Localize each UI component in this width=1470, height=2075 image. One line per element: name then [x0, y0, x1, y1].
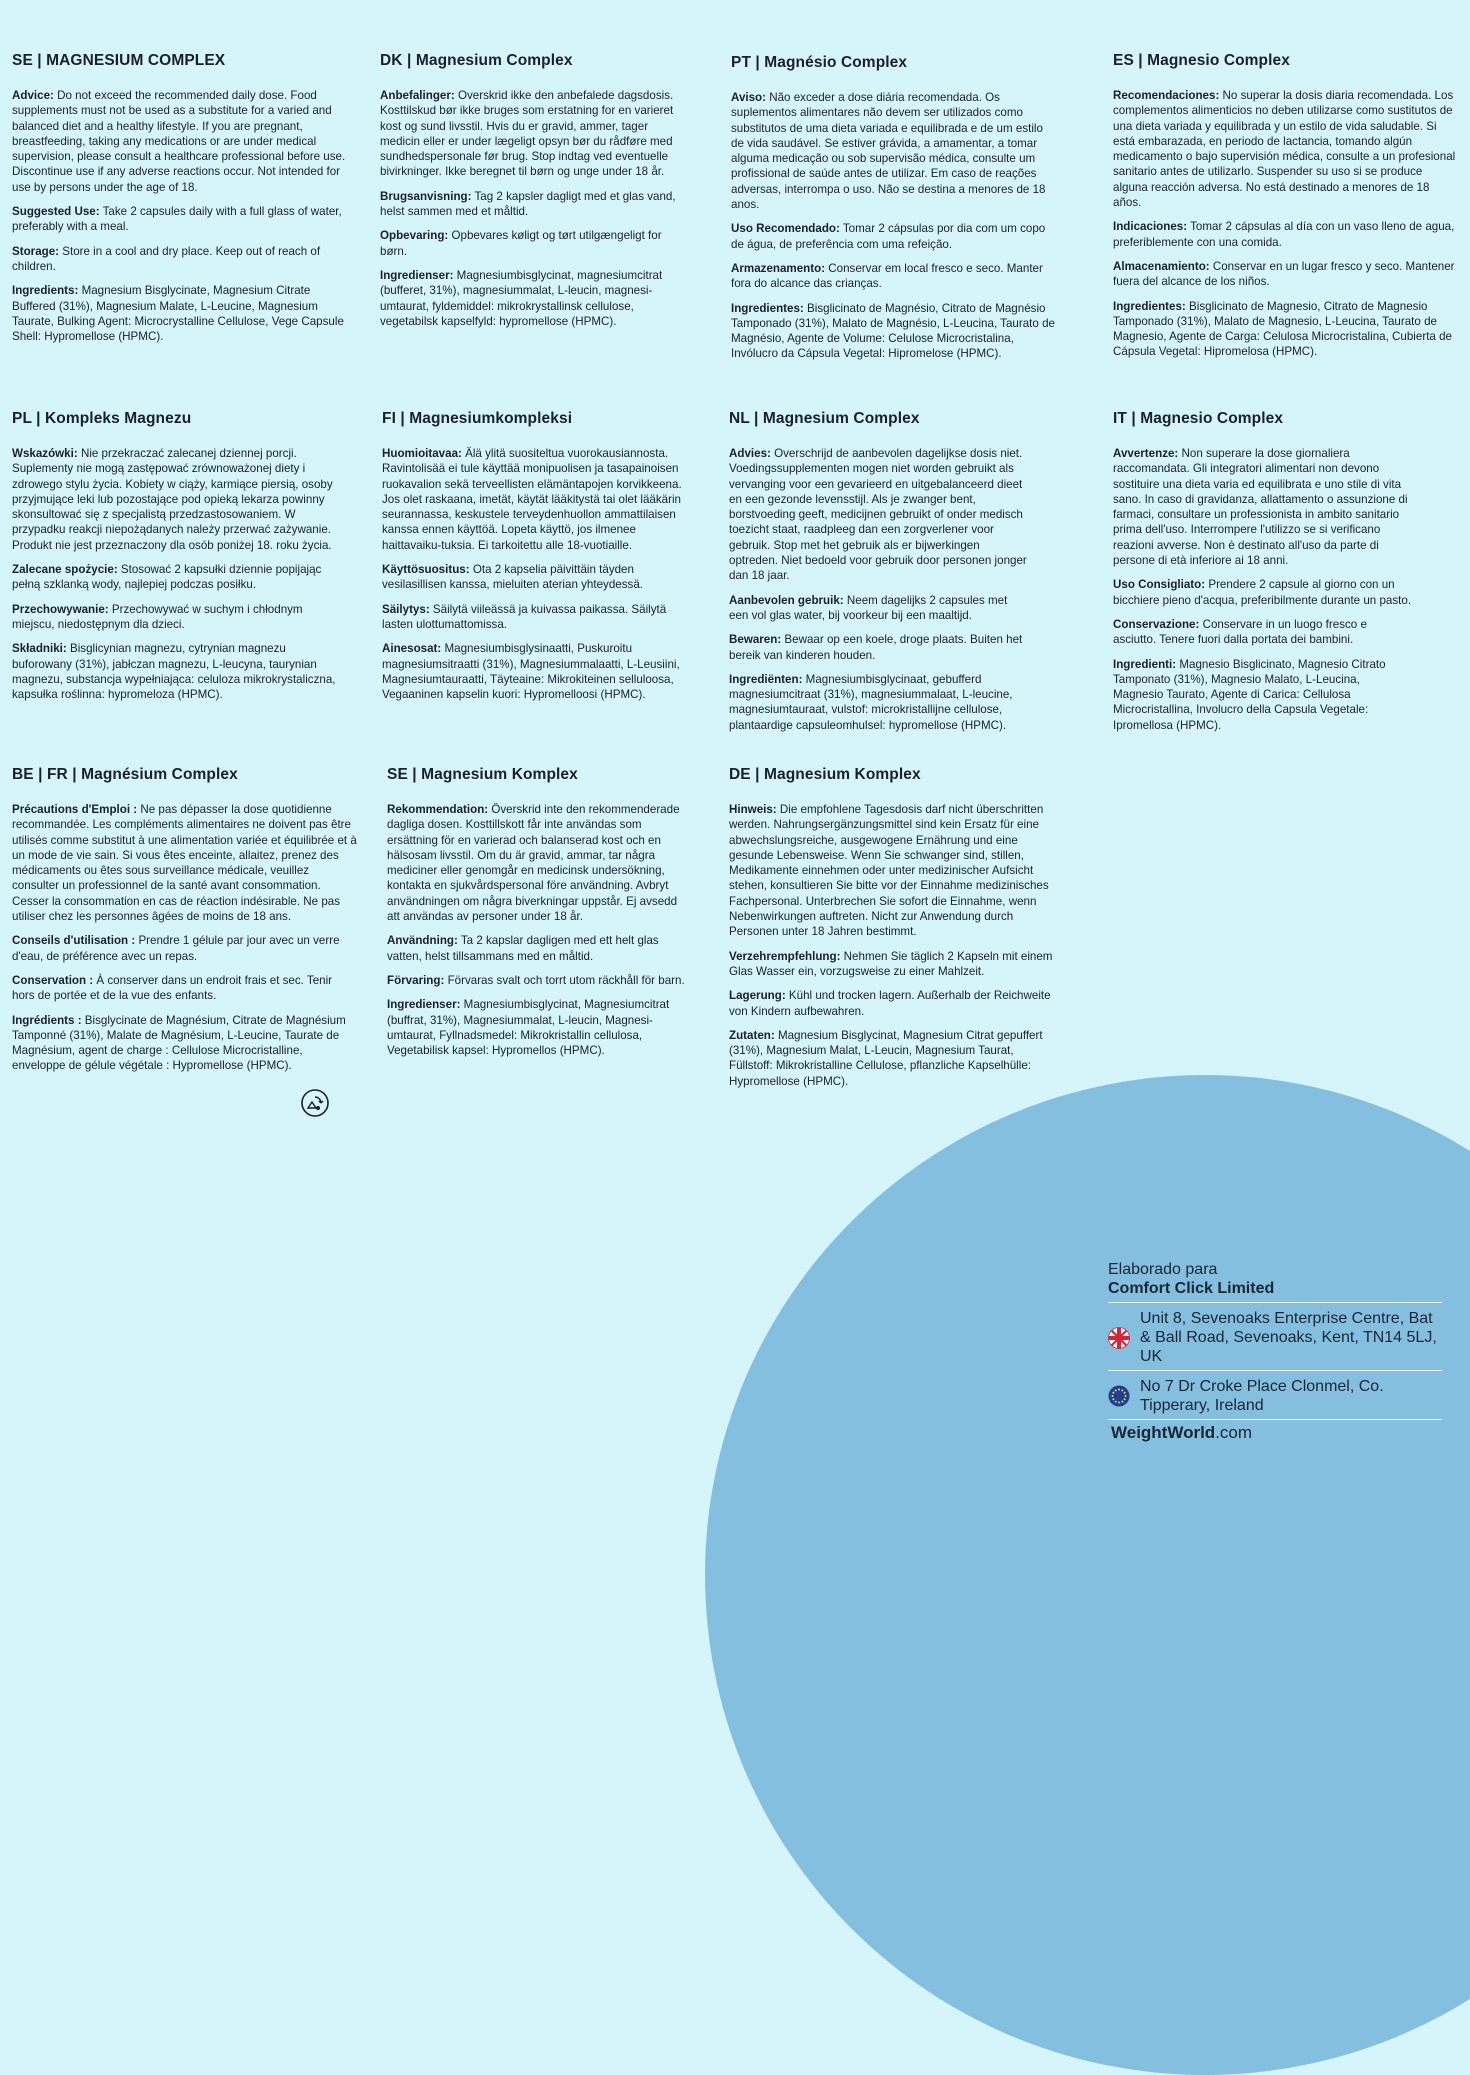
section-nl	[729, 410, 1029, 742]
paragraph: Huomioitavaa: Älä ylitä suositeltua vuorokausiannosta. Ravintolisää ei tule käyttää monipuolisen ja tasapainoisen ruokavalion sekä terveellisten elämäntapojen korvikkeena. Jos olet raskaana, imetät, käytät lääkitystä tai olet lääkärin seurannassa, keskustele terveydenhuollon ammattilaisen kanssa ennen käyttöä. Lopeta käyttö, jos ilmenee haittavaiku-tuksia. Ei tarkoitettu alle 18-vuotiaille.	[382, 447, 682, 552]
divider	[1108, 1302, 1442, 1303]
paragraph: Uso Consigliato: Prendere 2 capsule al giorno con un bicchiere pieno d'acqua, preferibilmente durante un pasto.	[1113, 578, 1412, 607]
paragraph: Ingredientes: Bisglicinato de Magnésio, Citrato de Magnésio Tamponado (31%), Malato de Magnésio, L-Leucina, Taurato de Magnésio, Agente de Volume: Celulose Microcristalina, Invólucro da Cápsula Vegetal: Hipromelose (HPMC).	[731, 301, 1055, 361]
paragraph: Conservazione: Conservare in un luogo fresco e asciutto. Tenere fuori dalla portata dei bambini.	[1113, 617, 1367, 647]
triman-recycle-icon	[300, 1088, 330, 1118]
section-title: NL | Magnesium Complex	[729, 410, 920, 427]
section-title: PT | Magnésio Complex	[731, 54, 908, 71]
eu-address-text: No 7 Dr Croke Place Clonmel, Co. Tipperary, Ireland	[1140, 1378, 1384, 1414]
paragraph: Storage: Store in a cool and dry place. Keep out of reach of children.	[12, 244, 321, 273]
paragraph: Aanbevolen gebruik: Neem dagelijks 2 capsules met een vol glas water, bij voorkeur bij een maaltijd.	[729, 593, 1008, 622]
paragraph: Ingrediënten: Magnesiumbisglycinaat, gebufferd magnesiumcitraat (31%), magnesiummalaat, L-leucine, magnesiumtauraat, vulstof: microkristallijne cellulose, plantaardige capsuleomhulsel: hypromellose (HPMC).	[729, 672, 1013, 732]
paragraph: Advies: Overschrijd de aanbevolen dagelijkse dosis niet. Voedingssupplementen mogen niet worden gebruikt als vervanging voor een gevarieerd en uitgebalanceerd dieet en een gezonde levensstijl. Als je zwanger bent, borstvoeding geeft, medicijnen gebruikt of onder medisch toezicht staat, raadpleeg dan een zorgverlener voor gebruik. Stop met het gebruik als er bijwerkingen optreden. Niet bedoeld voor gebruik door personen jonger dan 18 jaar.	[729, 447, 1027, 583]
paragraph: Brugsanvisning: Tag 2 kapsler dagligt med et glas vand, helst sammen med et måltid.	[380, 189, 676, 219]
section-it	[1113, 410, 1413, 742]
paragraph: Förvaring: Förvaras svalt och torrt utom räckhåll för barn.	[387, 973, 685, 987]
paragraph: Indicaciones: Tomar 2 cápsulas al día con un vaso lleno de agua, preferiblemente con una comida.	[1113, 220, 1455, 249]
eu-address	[1108, 1373, 1442, 1417]
made-for-label: Elaborado para	[1108, 1261, 1218, 1278]
section-title: SE | Magnesium Komplex	[387, 766, 578, 783]
paragraph: Ingredientes: Bisglicinato de Magnesio, Citrato de Magnesio Tamponado (31%), Malato de Magnesio, L-Leucina, Taurato de Magnesio, Agente de Carga: Celulosa Microcristalina, Cubierta de Cápsula Vegetal: Hipromelosa (HPMC).	[1113, 299, 1452, 359]
paragraph: Zalecane spożycie: Stosować 2 kapsułki dziennie popijając pełną szklanką wody, najlepiej podczas posiłku.	[12, 563, 322, 592]
paragraph: Opbevaring: Opbevares køligt og tørt utilgængeligt for børn.	[380, 229, 662, 258]
section-dk	[380, 52, 685, 338]
section-fi	[382, 410, 682, 711]
paragraph: Recomendaciones: No superar la dosis diaria recomendada. Los complementos alimenticios no deben utilizarse como sustitutos de una dieta variada y equilibrada y un estilo de vida saludable. Si está embarazada, en periodo de lactancia, tomando algún medicamento o bajo supervisión médica, consulte a un profesional sanitario antes de utilizarlo. Suspender su uso si se produce alguna reacción adversa. No está destinado a menores de 18 años.	[1113, 89, 1456, 210]
section-se-en	[12, 52, 352, 353]
section-title: DK | Magnesium Complex	[380, 52, 573, 69]
section-pl	[12, 410, 347, 711]
paragraph: Rekommendation: Överskrid inte den rekommenderade dagliga dosen. Kosttillskott får inte användas som ersättning för en varierad och balanserad kost och en hälsosam livsstil. Om du är gravid, ammar, tar några mediciner eller genomgår en medicinsk undersökning, kontakta en sjukvårdspersonal före användning. Avbryt användningen om några biverkningar uppstår. Ej avsedd att användas av personer under 18 år.	[387, 803, 680, 924]
paragraph: Ingredienser: Magnesiumbisglycinat, Magnesiumcitrat (buffrat, 31%), Magnesiummalat, L-leucin, Magnesi-umtaurat, Fyllnadsmedel: Mikrokristallin cellulosa, Vegetabilisk kapsel: Hypromellos (HPMC).	[387, 998, 670, 1058]
company-name: Comfort Click Limited	[1108, 1280, 1275, 1297]
divider	[1108, 1419, 1442, 1420]
paragraph: Aviso: Não exceder a dose diária recomendada. Os suplementos alimentares não devem ser utilizados como substitutos de uma dieta variada e equilibrada e de um estilo de vida saudável. Se estiver grávida, a amamentar, a tomar alguma medicação ou sob supervisão médica, consulte um profissional de saúde antes de utilizar. Em caso de reações adversas, interrompa o uso. Não se destina a menores de 18 anos.	[731, 91, 1046, 212]
paragraph: Précautions d'Emploi : Ne pas dépasser la dose quotidienne recommandée. Les compléments alimentaires ne doivent pas être utilisés comme substitut à une alimentation variée et équilibrée et à un mode de vie sain. Si vous êtes enceinte, allaitez, prenez des médicaments ou êtes sous surveillance médicale, veuillez consulter un professionnel de la santé avant consommation. Cesser la consommation en cas de réaction indésirable. Ne pas utiliser chez les personnes âgées de moins de 18 ans.	[12, 803, 357, 924]
section-be-fr	[12, 766, 357, 1083]
section-pt	[731, 54, 1056, 371]
paragraph: Ingredienti: Magnesio Bisglicinato, Magnesio Citrato Tamponato (31%), Magnesio Malato, L-Leucina, Magnesio Taurato, Agente di Carica: Cellulosa Microcristallina, Involucro della Capsula Vegetale: Ipromellosa (HPMC).	[1113, 657, 1386, 732]
paragraph: Zutaten: Magnesium Bisglycinat, Magnesium Citrat gepuffert (31%), Magnesium Malat, L-Leucin, Magnesium Taurat, Füllstoff: Mikrokristalline Cellulose, pflanzliche Kapselhülle: Hypromellose (HPMC).	[729, 1028, 1043, 1088]
paragraph: Anbefalinger: Overskrid ikke den anbefalede dagsdosis. Kosttilskud bør ikke bruges som erstatning for en varieret kost og sund livsstil. Hvis du er gravid, ammer, tager medicin eller er under lægeligt opsyn bør du rådføre med sundhedspersonale før brug. Stop indtag ved eventuelle bivirkninger. Ikke beregnet til børn og unge under 18 år.	[380, 89, 674, 179]
paragraph: Składniki: Bisglicynian magnezu, cytrynian magnezu buforowany (31%), jabłczan magnezu, L-leucyna, taurynian magnezu, substancja wypełniająca: celuloza mikrokrystaliczna, kapsułka roślinna: hypromeloza (HPMC).	[12, 642, 336, 702]
website-tld: .com	[1215, 1423, 1253, 1442]
paragraph: Avvertenze: Non superare la dose giornaliera raccomandata. Gli integratori alimentari non devono sostituire una dieta varia ed equilibrata e uno stile di vita sano. In caso di gravidanza, allattamento o assunzione di farmaci, consultare un professionista in ambito sanitario prima dell'uso. Interrompere l'utilizzo se si verificano reazioni avverse. Non è destinato all'uso da parte di persone di età inferiore ai 18 anni.	[1113, 447, 1408, 568]
section-title: IT | Magnesio Complex	[1113, 410, 1284, 427]
paragraph: Verzehrempfehlung: Nehmen Sie täglich 2 Kapseln mit einem Glas Wasser ein, vorzugsweise zu einer Mahlzeit.	[729, 949, 1053, 978]
section-title: ES | Magnesio Complex	[1113, 52, 1290, 69]
uk-address	[1108, 1305, 1442, 1368]
paragraph: Uso Recomendado: Tomar 2 cápsulas por dia com um copo de água, de preferência com uma refeição.	[731, 222, 1046, 251]
section-es	[1113, 52, 1458, 369]
paragraph: Conseils d'utilisation : Prendre 1 gélule par jour avec un verre d'eau, de préférence avec un repas.	[12, 934, 340, 963]
section-title: DE | Magnesium Komplex	[729, 766, 921, 783]
paragraph: Suggested Use: Take 2 capsules daily with a full glass of water, preferably with a meal.	[12, 205, 342, 234]
paragraph: Advice: Do not exceed the recommended daily dose. Food supplements must not be used as a substitute for a varied and balanced diet and a healthy lifestyle. If you are pregnant, breastfeeding, taking any medications or are under medical supervision, please consult a healthcare professional before use. Discontinue use if any adverse reactions occur. Not intended for use by persons under the age of 18.	[12, 89, 346, 194]
manufacturer-info	[1108, 1260, 1442, 1444]
uk-flag-icon	[1108, 1327, 1130, 1349]
divider	[1108, 1370, 1442, 1371]
paragraph: Säilytys: Säilytä viileässä ja kuivassa paikassa. Säilytä lasten ulottumattomissa.	[382, 602, 667, 631]
paragraph: Ingredienser: Magnesiumbisglycinat, magnesiumcitrat (bufferet, 31%), magnesiummalat, L-leucin, magnesi-umtaurat, fyldemiddel: mikrokrystallinsk cellulose, vegetabilsk kapselfyld: hypromellose (HPMC).	[380, 268, 663, 328]
paragraph: Ainesosat: Magnesiumbisglysinaatti, Puskuroitu magnesiumsitraatti (31%), Magnesiummalaatti, L-Leusiini, Magnesiumtauraatti, Täyteaine: Mikrokiteinen selluloosa, Vegaaninen kapselin kuori: Hypromelloosi (HPMC).	[382, 642, 680, 702]
section-se-sv	[387, 766, 692, 1067]
decorative-circle	[705, 1075, 1470, 2075]
paragraph: Bewaren: Bewaar op een koele, droge plaats. Buiten het bereik van kinderen houden.	[729, 633, 1023, 662]
paragraph: Ingrédients : Bisglycinate de Magnésium, Citrate de Magnésium Tamponné (31%), Malate de Magnésium, L-Leucine, Taurate de Magnésium, agent de charge : Cellulose Microcristalline, enveloppe de gélule végétale : Hypromellose (HPMC).	[12, 1013, 346, 1073]
section-title: PL | Kompleks Magnezu	[12, 410, 192, 427]
uk-address-text: Unit 8, Sevenoaks Enterprise Centre, Bat & Ball Road, Sevenoaks, Kent, TN14 5LJ, UK	[1140, 1310, 1437, 1365]
paragraph: Wskazówki: Nie przekraczać zalecanej dziennej porcji. Suplementy nie mogą zastępować zrównoważonej diety i zdrowego stylu życia. Kobiety w ciąży, karmiące piersią, osoby przyjmujące leki lub pozostające pod opieką lekarza powinny skonsultować się z specjalistą przedzastosowaniem. W przypadku reakcji niepożądanych należy przerwać zażywanie. Produkt nie jest przeznaczony dla osób poniżej 18. roku życia.	[12, 447, 333, 552]
section-title: BE | FR | Magnésium Complex	[12, 766, 238, 783]
paragraph: Hinweis: Die empfohlene Tagesdosis darf nicht überschritten werden. Nahrungsergänzungsmittel sind kein Ersatz für eine abwechslungsreiche, ausgewogene Ernährung und eine gesunde Lebensweise. Wenn Sie schwanger sind, stillen, Medikamente einnehmen oder unter medizinischer Aufsicht stehen, konsultieren Sie bitte vor der Einnahme medizinisches Fachpersonal. Unterbrechen Sie sofort die Einnahme, wenn Nebenwirkungen auftreten. Nicht zur Anwendung durch Personen unter 18 Jahren bestimmt.	[729, 803, 1049, 939]
website	[1111, 1422, 1442, 1444]
website-brand: WeightWorld	[1111, 1423, 1216, 1442]
paragraph: Lagerung: Kühl und trocken lagern. Außerhalb der Reichweite von Kindern aufbewahren.	[729, 989, 1051, 1018]
paragraph: Ingredients: Magnesium Bisglycinate, Magnesium Citrate Buffered (31%), Magnesium Malate, L-Leucine, Magnesium Taurate, Bulking Agent: Microcrystalline Cellulose, Vege Capsule Shell: Hypromellose (HPMC).	[12, 284, 344, 344]
section-title: FI | Magnesiumkompleksi	[382, 410, 573, 427]
eu-flag-icon	[1108, 1385, 1130, 1407]
paragraph: Armazenamento: Conservar em local fresco e seco. Manter fora do alcance das crianças.	[731, 261, 1043, 291]
paragraph: Käyttösuositus: Ota 2 kapselia päivittäin täyden vesilasillisen kanssa, mieluiten aterian yhteydessä.	[382, 563, 643, 592]
paragraph: Conservation : À conserver dans un endroit frais et sec. Tenir hors de portée et de la vue des enfants.	[12, 973, 333, 1003]
section-de	[729, 766, 1059, 1098]
paragraph: Användning: Ta 2 kapslar dagligen med ett helt glas vatten, helst tillsammans med en måltid.	[387, 934, 659, 963]
paragraph: Przechowywanie: Przechowywać w suchym i chłodnym miejscu, niedostępnym dla dzieci.	[12, 602, 303, 631]
section-title: SE | MAGNESIUM COMPLEX	[12, 52, 226, 69]
paragraph: Almacenamiento: Conservar en un lugar fresco y seco. Mantener fuera del alcance de los niños.	[1113, 259, 1455, 289]
